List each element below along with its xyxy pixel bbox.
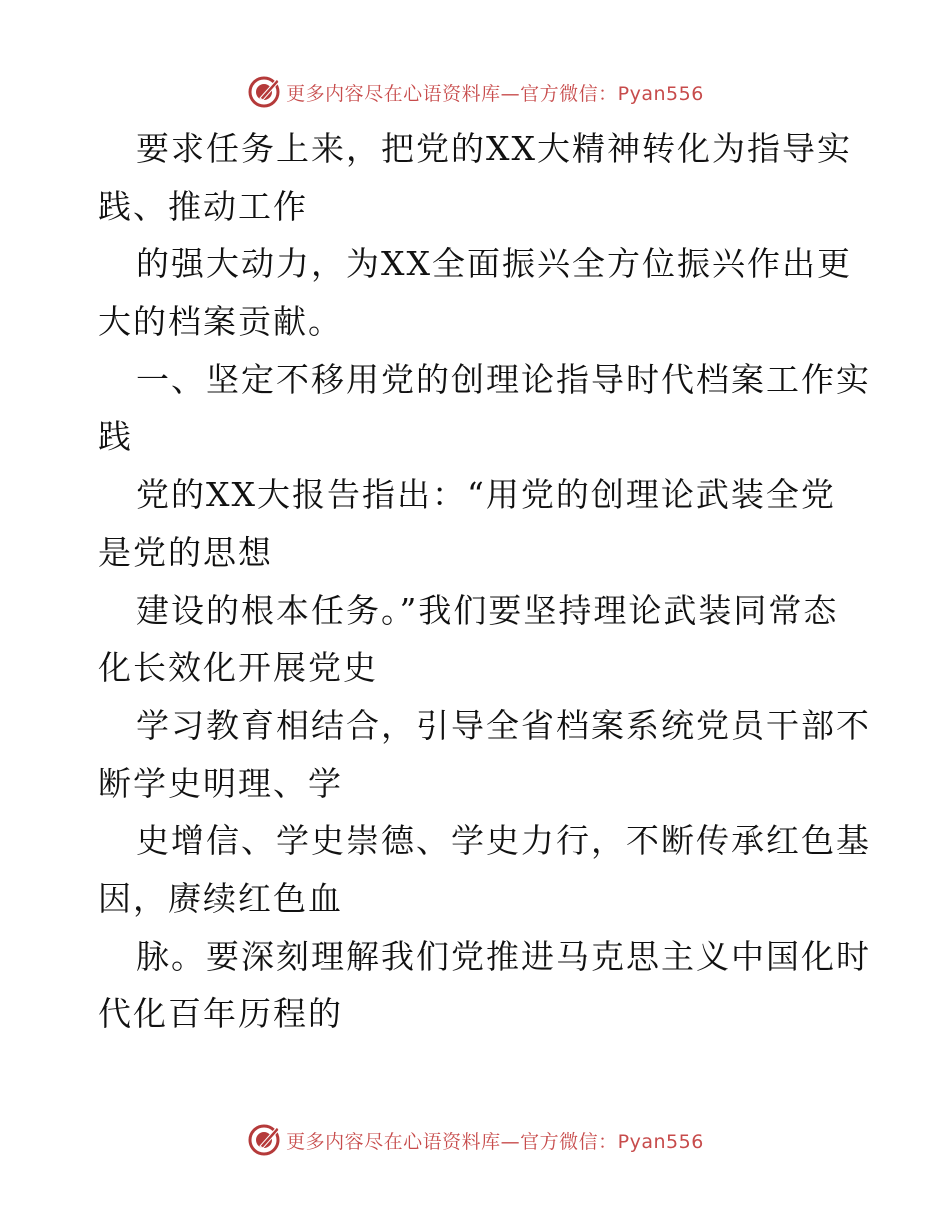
text-line: 化长效化开展党史 (98, 648, 378, 688)
text-line: 因，赓续红色血 (98, 878, 343, 918)
text-line: 大的档案贡献。 (98, 302, 343, 342)
section-heading-line: 一、坚定不移用党的创理论指导时代档案工作实 (136, 359, 871, 399)
text-line: 是党的思想 (98, 532, 273, 572)
document-body (98, 120, 871, 1043)
text-line: 断学史明理、学 (98, 763, 343, 803)
header-watermark-banner (0, 72, 950, 112)
watermark-text: 更多内容尽在心语资料库—官方微信：Pyan556 (286, 1130, 704, 1153)
pen-logo-icon (246, 74, 282, 110)
text-line: 践、推动工作 (98, 186, 308, 226)
text-line: 脉。要深刻理解我们党推进马克思主义中国化时 (136, 936, 871, 976)
text-line: 党的XX大报告指出：“用党的创理论武装全党 (136, 475, 836, 515)
watermark-text: 更多内容尽在心语资料库—官方微信：Pyan556 (286, 82, 704, 105)
text-line: 史增信、学史崇德、学史力行，不断传承红色基 (136, 821, 871, 861)
text-line: 学习教育相结合，引导全省档案系统党员干部不 (136, 705, 871, 745)
text-line: 代化百年历程的 (98, 994, 343, 1034)
section-heading-line: 践 (98, 417, 133, 457)
text-line: 的强大动力，为XX全面振兴全方位振兴作出更 (136, 244, 852, 284)
footer-watermark-banner (0, 1120, 950, 1160)
text-line: 要求任务上来，把党的XX大精神转化为指导实 (136, 129, 852, 168)
pen-logo-icon (246, 1122, 282, 1158)
text-line: 建设的根本任务。”我们要坚持理论武装同常态 (136, 590, 839, 630)
